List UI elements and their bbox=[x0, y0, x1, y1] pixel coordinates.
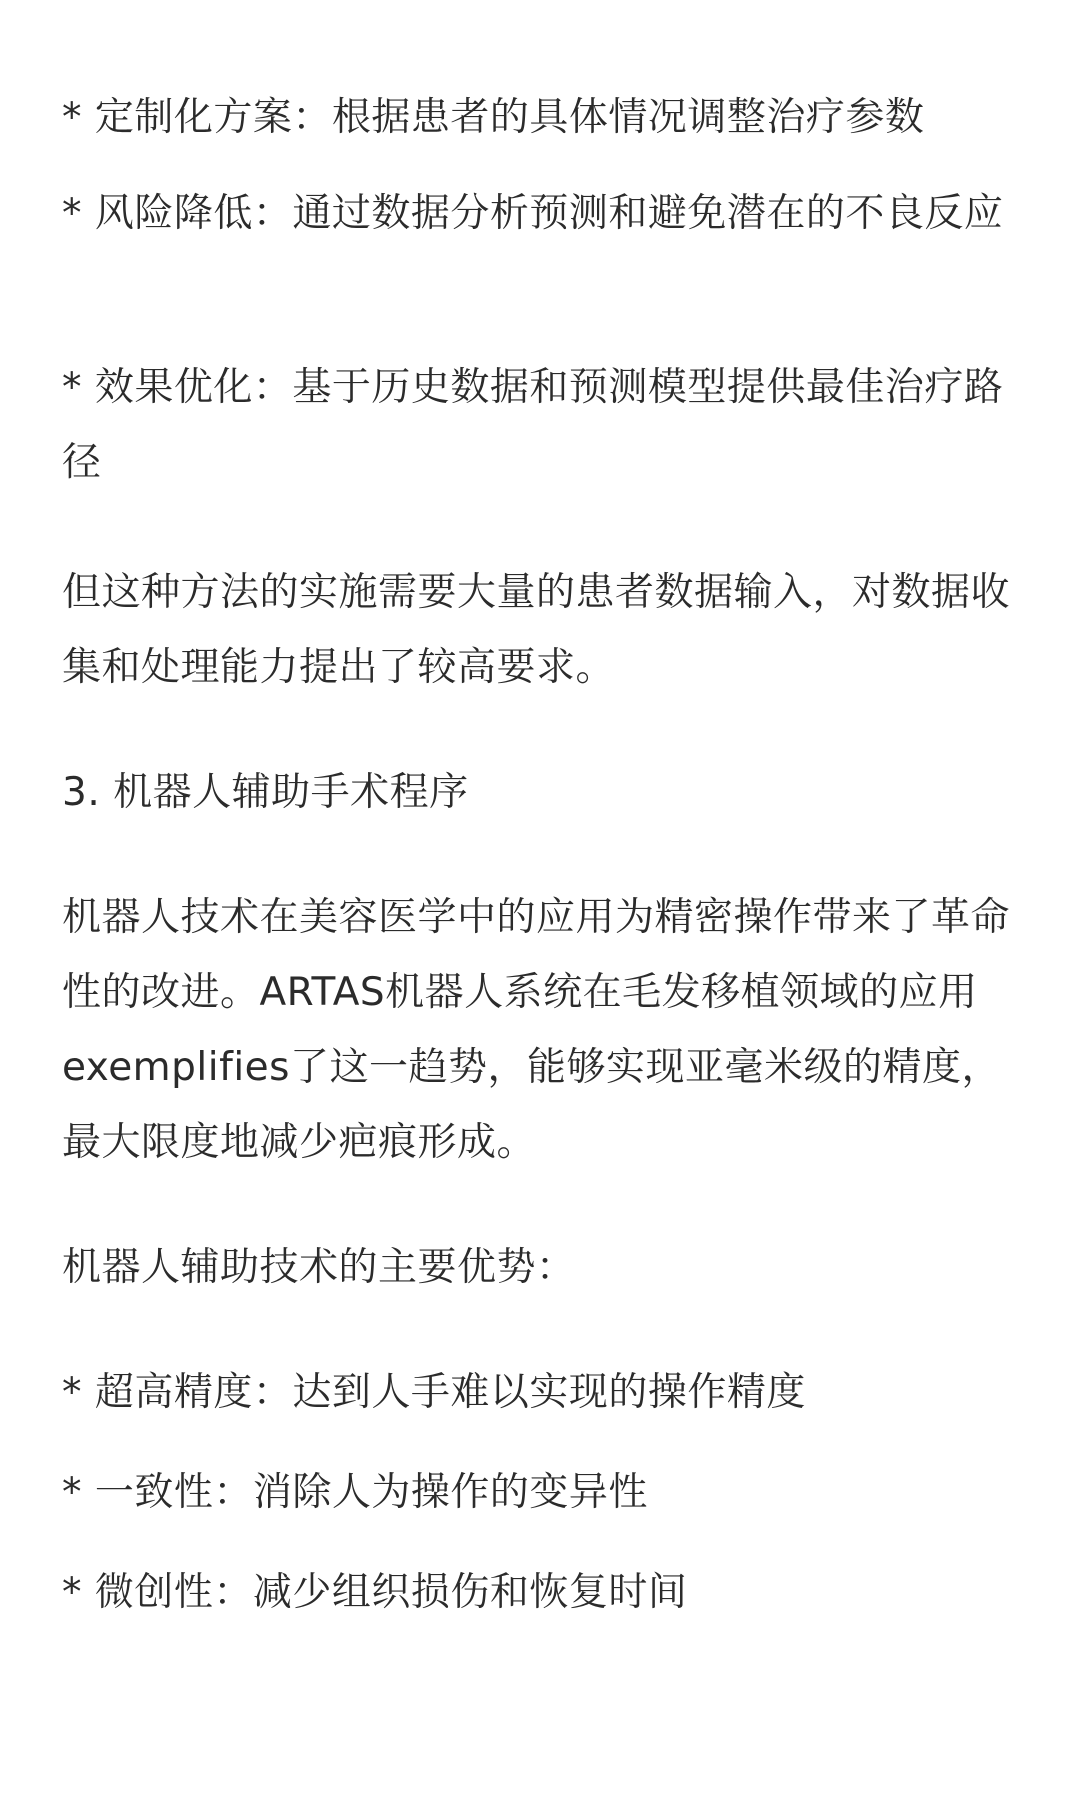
list-item-consistency: * 一致性：消除人为操作的变异性 bbox=[62, 1470, 648, 1515]
list-item-risk-reduction: * 风险降低：通过数据分析预测和避免潜在的不良反应 bbox=[62, 191, 1004, 236]
paragraph-robotics-application: 机器人技术在美容医学中的应用为精密操作带来了革命性的改进。ARTAS机器人系统在毛发移植领域的应用exemplifies了这一趋势，能够实现亚毫米级的精度，最大限度地减少疤痕形成。 bbox=[62, 895, 1011, 1165]
list-item-high-precision: * 超高精度：达到人手难以实现的操作精度 bbox=[62, 1370, 806, 1415]
list-item-effect-optimization: * 效果优化：基于历史数据和预测模型提供最佳治疗路径 bbox=[62, 365, 1004, 485]
paragraph-data-requirements: 但这种方法的实施需要大量的患者数据输入，对数据收集和处理能力提出了较高要求。 bbox=[62, 570, 1011, 690]
list-item-customized-plan: * 定制化方案：根据患者的具体情况调整治疗参数 bbox=[62, 95, 925, 140]
section-heading-robotic-surgery: 3. 机器人辅助手术程序 bbox=[62, 770, 469, 815]
list-item-minimally-invasive: * 微创性：减少组织损伤和恢复时间 bbox=[62, 1570, 688, 1615]
advantages-intro: 机器人辅助技术的主要优势： bbox=[62, 1245, 576, 1290]
